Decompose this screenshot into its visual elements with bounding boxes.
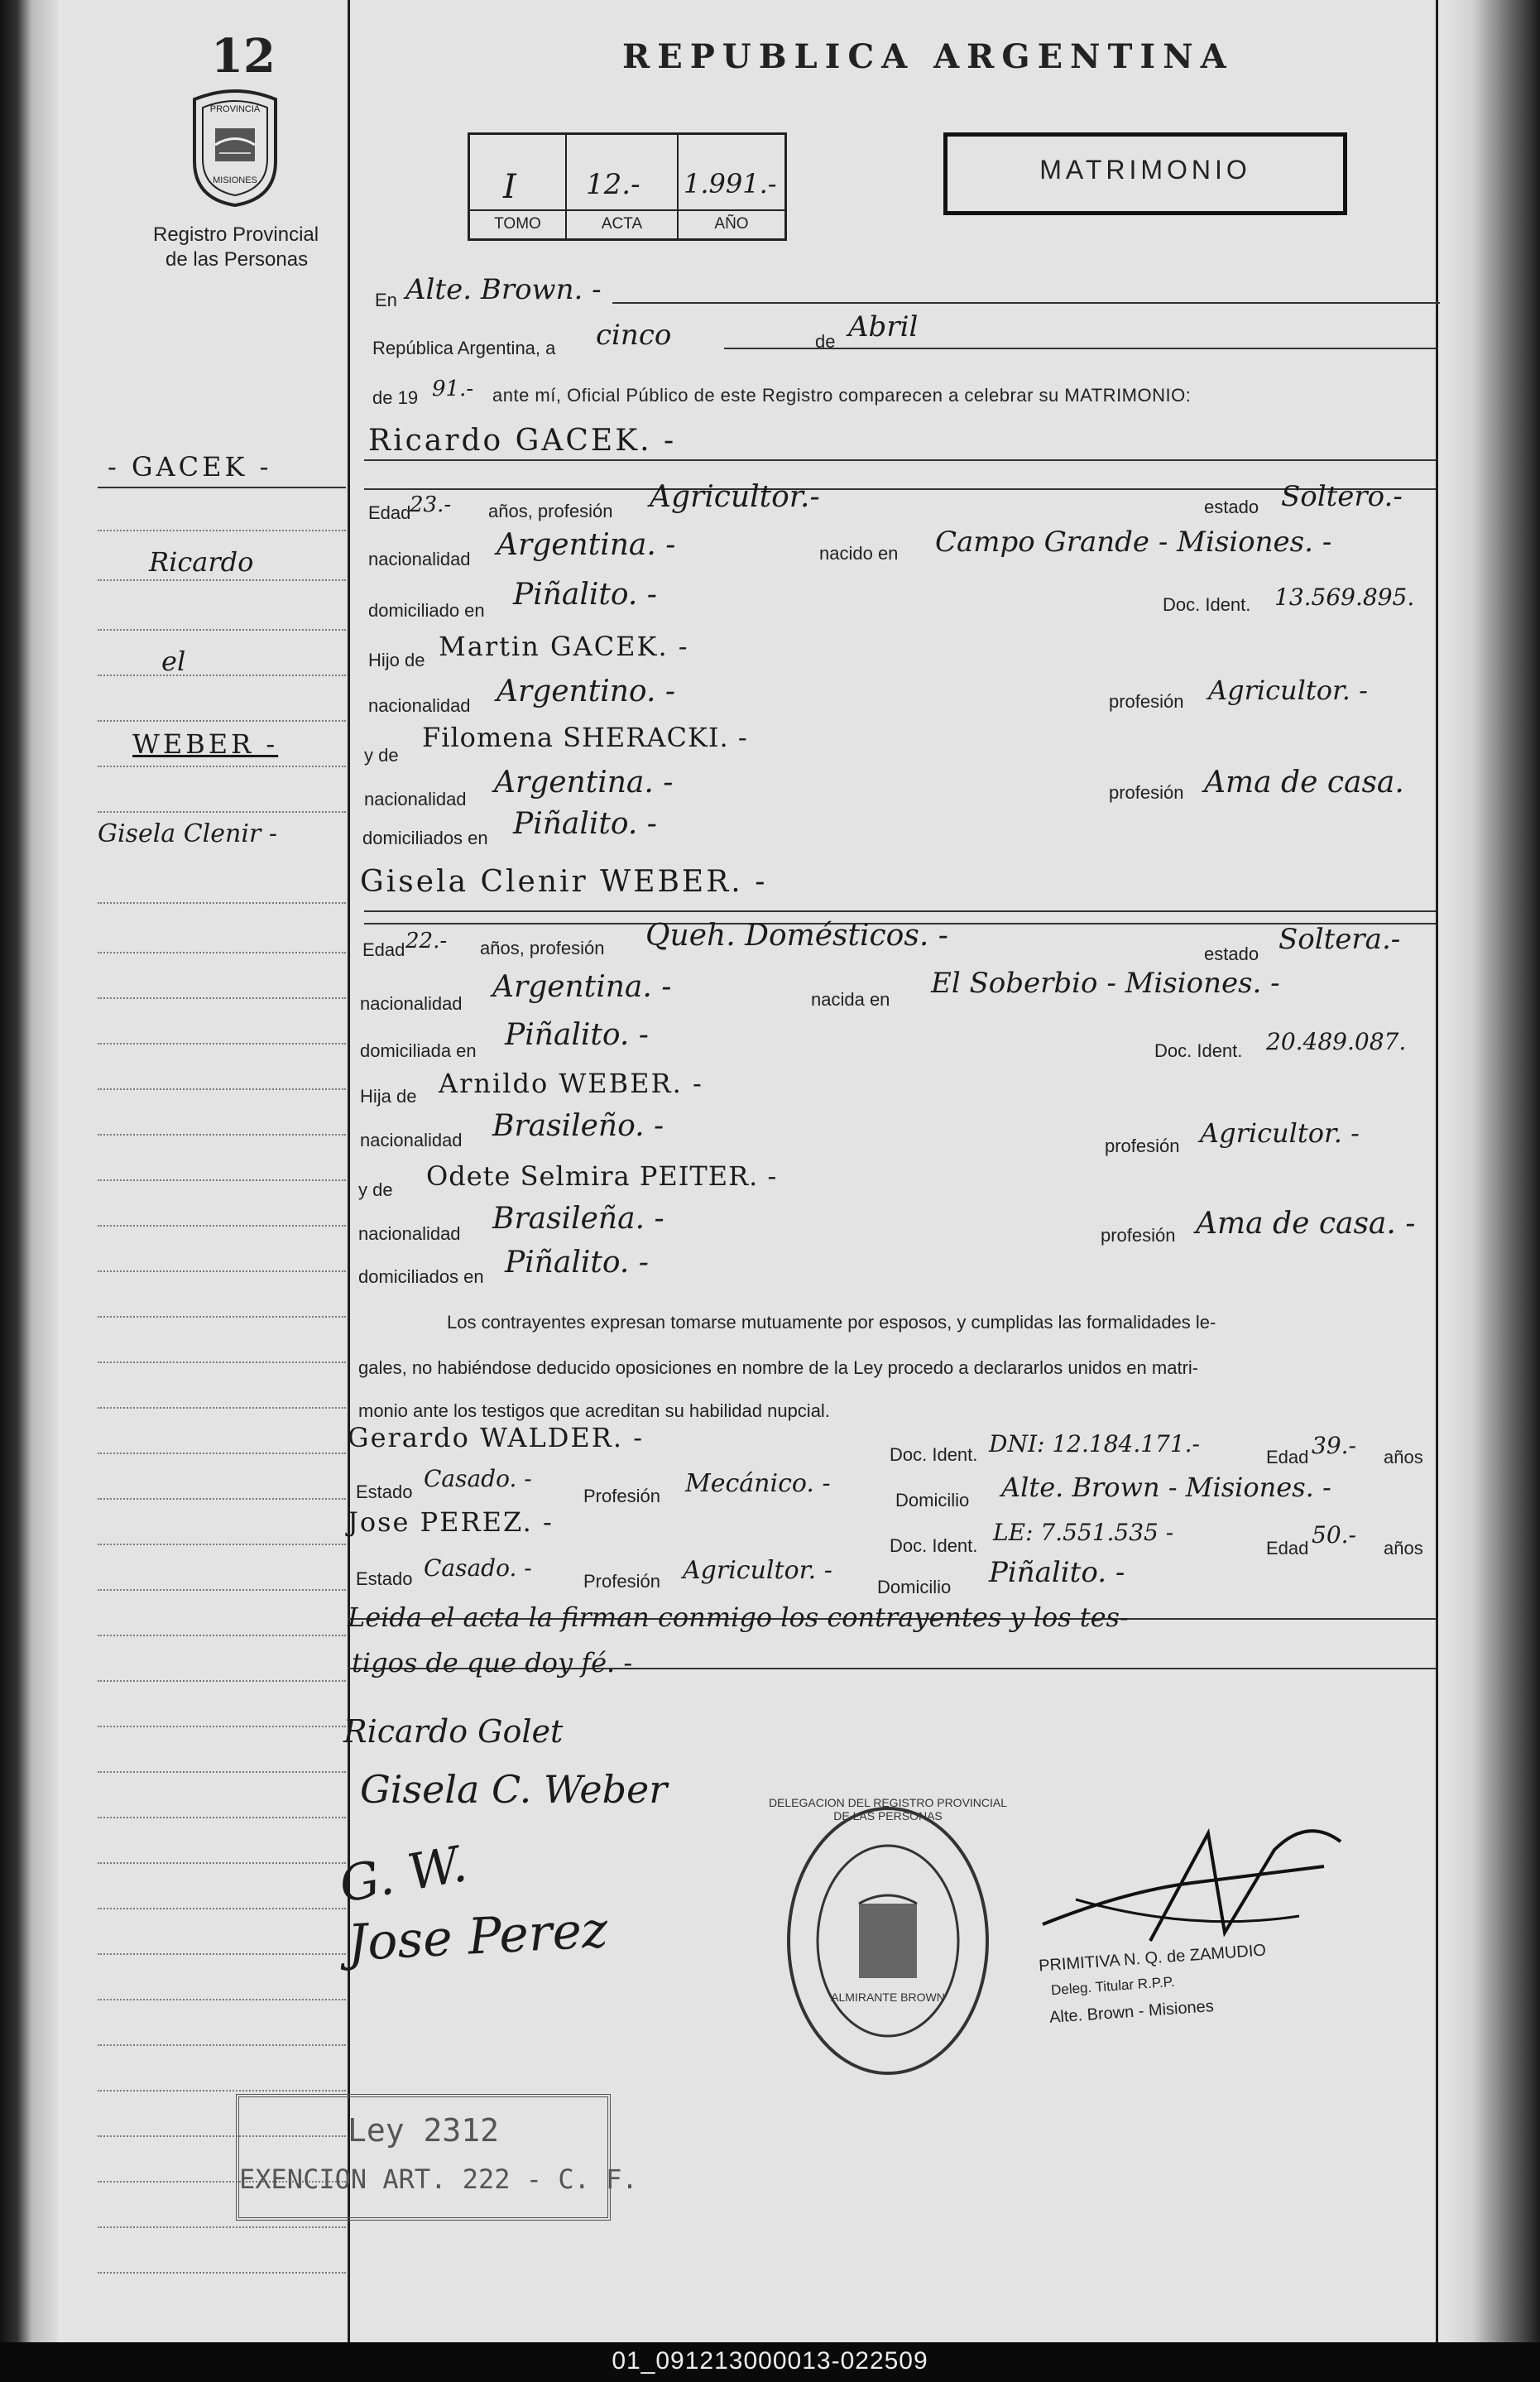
left-margin-rule — [348, 0, 350, 2342]
margin-dotted-line — [98, 952, 346, 953]
file-id: 01_091213000013-022509 — [612, 2347, 928, 2375]
witness1-dom-label: Domicilio — [895, 1490, 970, 1510]
de-label: de — [815, 331, 836, 352]
witness1-edad-label: Edad — [1266, 1447, 1309, 1467]
groom-nac-value: Argentina. - — [497, 528, 676, 562]
groom-dom-value: Piñalito. - — [513, 578, 657, 612]
en-label: En — [375, 290, 397, 310]
margin-dotted-line — [98, 1635, 346, 1636]
signature-bride: Gisela C. Weber — [360, 1767, 668, 1812]
groom-parents-dom-value: Piñalito. - — [513, 807, 657, 841]
right-margin-rule — [1436, 0, 1438, 2342]
witness1-name: Gerardo WALDER. - — [348, 1422, 645, 1453]
groom-estado-value: Soltero.- — [1281, 480, 1403, 513]
margin-dotted-line — [98, 629, 346, 631]
groom-estado-label: estado — [1204, 497, 1259, 517]
witness2-dom-value: Piñalito. - — [989, 1556, 1125, 1589]
declaration-line3: monio ante los testigos que acreditan su habilidad nupcial. — [358, 1400, 830, 1421]
round-stamp-text: DELEGACION DEL REGISTRO PROVINCIAL DE LAS PERSONAS — [768, 1796, 1008, 1823]
intro-text: ante mí, Oficial Público de este Registro comparecen a celebrar su MATRIMONIO: — [492, 385, 1192, 406]
groom-doc-value: 13.569.895. — [1274, 583, 1415, 611]
tax-exemption-stamp — [236, 2094, 638, 2221]
margin-dotted-line — [98, 1908, 346, 1909]
groom-anos-label: años, profesión — [488, 501, 613, 521]
margin-dotted-line — [98, 1316, 346, 1318]
bride-full-name: Gisela Clenir WEBER. - — [360, 865, 768, 899]
republica-label: República Argentina, a — [372, 338, 556, 358]
witness2-prof-label: Profesión — [583, 1571, 660, 1592]
margin-dotted-line — [98, 2044, 346, 2046]
signature-witness2: Jose Perez — [346, 1900, 610, 1973]
tomo-value: I — [503, 168, 516, 206]
acta-label: ACTA — [601, 215, 643, 233]
bride-estado-value: Soltera.- — [1279, 923, 1401, 956]
bride-parents-dom-value: Piñalito. - — [505, 1246, 649, 1280]
bride-father-prof-value: Agricultor. - — [1200, 1117, 1360, 1149]
form-line — [364, 488, 1436, 490]
margin-dotted-line — [98, 1134, 346, 1136]
margin-dotted-line — [98, 579, 346, 581]
bride-mother-value: Odete Selmira PEITER. - — [426, 1160, 778, 1192]
groom-father-prof-label: profesión — [1109, 691, 1184, 712]
country-title: REPUBLICA ARGENTINA — [622, 37, 1234, 76]
groom-full-name: Ricardo GACEK. - — [368, 424, 677, 458]
form-line — [364, 459, 1436, 461]
registry-name-line2: de las Personas — [166, 248, 309, 271]
round-stamp-inner: ALMIRANTE BROWN — [831, 1991, 945, 2004]
margin-bride-name: Gisela Clenir - — [98, 819, 277, 848]
ano-label: AÑO — [714, 215, 749, 233]
declaration-line1: Los contrayentes expresan tomarse mutuamente por esposos, y cumplidas las formalidades le- — [447, 1312, 1216, 1333]
tax-exemption-line1: Ley 2312 — [347, 2112, 500, 2149]
margin-dotted-line — [98, 530, 346, 531]
margin-dotted-line — [98, 1407, 346, 1409]
groom-mother-nac-label: nacionalidad — [364, 789, 467, 809]
closing-line1: Leida el acta la firman conmigo los contrayentes y los tes- — [348, 1602, 1129, 1633]
witness1-doc-label: Doc. Ident. — [890, 1444, 978, 1465]
witness2-prof-value: Agricultor. - — [683, 1556, 832, 1585]
witness1-edad-value: 39.- — [1312, 1432, 1356, 1459]
groom-edad-value: 23.- — [410, 492, 452, 517]
margin-dotted-line — [98, 1179, 346, 1181]
bride-nacida-label: nacida en — [811, 989, 890, 1010]
signature-groom: Ricardo Golet — [343, 1713, 564, 1750]
margin-dotted-line — [98, 675, 346, 676]
margin-dotted-line — [98, 2272, 346, 2274]
margin-groom-name: Ricardo — [149, 546, 254, 578]
bride-doc-label: Doc. Ident. — [1154, 1040, 1243, 1061]
official-title: Deleg. Titular R.P.P. — [1050, 1973, 1176, 1999]
witness1-prof-value: Mecánico. - — [685, 1469, 831, 1498]
seal-top-text: PROVINCIA — [209, 104, 261, 114]
margin-dotted-line — [98, 1043, 346, 1045]
margin-dotted-line — [98, 1088, 346, 1090]
groom-doc-label: Doc. Ident. — [1163, 594, 1251, 615]
margin-dotted-line — [98, 2226, 346, 2228]
witness2-estado-label: Estado — [356, 1568, 413, 1589]
margin-dotted-line — [98, 1817, 346, 1818]
registry-name-line1: Registro Provincial — [153, 223, 319, 246]
act-type-label: MATRIMONIO — [1039, 155, 1251, 185]
bride-father-nac-value: Brasileño. - — [492, 1109, 664, 1143]
tax-exemption-line2: EXENCION ART. 222 - C. F. — [239, 2163, 638, 2195]
book-right-edge — [1444, 0, 1540, 2342]
month-value: Abril — [848, 310, 919, 343]
margin-dotted-line — [98, 2090, 346, 2091]
bride-mother-nac-label: nacionalidad — [358, 1223, 461, 1244]
bride-parents-dom-label: domiciliados en — [358, 1266, 484, 1287]
witness2-name: Jose PEREZ. - — [348, 1506, 554, 1538]
margin-dotted-line — [98, 1453, 346, 1454]
bride-father-prof-label: profesión — [1105, 1136, 1180, 1156]
bride-dom-value: Piñalito. - — [505, 1018, 649, 1052]
bride-father-value: Arnildo WEBER. - — [439, 1068, 703, 1099]
groom-father-value: Martin GACEK. - — [439, 631, 689, 662]
official-name: PRIMITIVA N. Q. de ZAMUDIO — [1038, 1941, 1267, 1976]
margin-dotted-line — [98, 1225, 346, 1227]
form-line — [364, 910, 1436, 912]
tomo-acta-ano-table — [468, 132, 787, 241]
groom-nacido-value: Campo Grande - Misiones. - — [935, 526, 1332, 559]
witness2-doc-label: Doc. Ident. — [890, 1535, 978, 1556]
book-spine-edge — [0, 0, 58, 2342]
witness1-estado-label: Estado — [356, 1482, 413, 1502]
groom-parents-dom-label: domiciliados en — [362, 828, 488, 848]
witness1-estado-value: Casado. - — [424, 1465, 532, 1492]
groom-nacido-label: nacido en — [819, 543, 899, 564]
bride-nac-label: nacionalidad — [360, 993, 463, 1014]
margin-dotted-line — [98, 1726, 346, 1727]
official-place: Alte. Brown - Misiones — [1048, 1997, 1215, 2027]
bride-father-nac-label: nacionalidad — [360, 1130, 463, 1150]
page-number: 12 — [211, 29, 276, 84]
groom-mother-nac-value: Argentina. - — [494, 766, 674, 800]
bride-mother-label: y de — [358, 1179, 393, 1200]
margin-dotted-line — [98, 1270, 346, 1272]
margin-conjunction: el — [161, 646, 186, 677]
en-value: Alte. Brown. - — [405, 273, 602, 306]
margin-rule — [98, 487, 346, 488]
footer-bar — [0, 2342, 1540, 2382]
declaration-line2: gales, no habiéndose deducido oposiciones en nombre de la Ley procedo a declararlos unidos en matri- — [358, 1357, 1199, 1378]
groom-edad-label: Edad — [368, 502, 411, 523]
margin-groom-surname: - GACEK - — [108, 451, 272, 483]
margin-dotted-line — [98, 1589, 346, 1591]
groom-mother-label: y de — [364, 745, 399, 766]
bride-father-label: Hija de — [360, 1086, 417, 1107]
margin-bride-surname: WEBER - — [132, 728, 279, 760]
margin-dotted-line — [98, 1862, 346, 1864]
official-signature — [1026, 1817, 1357, 1957]
margin-dotted-line — [98, 997, 346, 999]
witness1-doc-value: DNI: 12.184.171.- — [989, 1430, 1201, 1458]
bride-profession: Queh. Domésticos. - — [645, 919, 948, 953]
bride-edad-label: Edad — [362, 939, 405, 960]
margin-dotted-line — [98, 902, 346, 904]
closing-line2: tigos de que doy fé. - — [352, 1647, 633, 1678]
margin-dotted-line — [98, 1680, 346, 1682]
margin-dotted-line — [98, 811, 346, 813]
margin-dotted-line — [98, 1771, 346, 1773]
seal-bottom-text: MISIONES — [213, 175, 257, 185]
bride-edad-value: 22.- — [405, 929, 448, 953]
bride-estado-label: estado — [1204, 944, 1259, 964]
groom-mother-prof-value: Ama de casa. — [1204, 766, 1404, 800]
margin-dotted-line — [98, 1544, 346, 1545]
bride-dom-label: domiciliada en — [360, 1040, 477, 1061]
registry-round-stamp — [768, 1796, 1008, 2077]
provincial-seal — [186, 83, 284, 207]
groom-father-nac-value: Argentino. - — [497, 675, 675, 708]
acta-value: 12.- — [586, 168, 640, 201]
witness2-doc-value: LE: 7.551.535 - — [993, 1519, 1174, 1546]
form-line — [612, 302, 1440, 304]
groom-father-nac-label: nacionalidad — [368, 695, 471, 716]
groom-dom-label: domiciliado en — [368, 600, 485, 621]
margin-dotted-line — [98, 1999, 346, 2000]
witness2-estado-value: Casado. - — [424, 1554, 532, 1582]
margin-dotted-line — [98, 1953, 346, 1955]
witness2-edad-value: 50.- — [1312, 1521, 1356, 1549]
year-value: 91.- — [432, 377, 474, 401]
groom-profession: Agricultor.- — [650, 480, 820, 514]
witness2-anos-label: años — [1384, 1538, 1423, 1558]
ano-value: 1.991.- — [684, 168, 777, 199]
bride-nacida-value: El Soberbio - Misiones. - — [931, 967, 1280, 1000]
margin-dotted-line — [98, 720, 346, 722]
day-value: cinco — [596, 319, 672, 352]
bride-nac-value: Argentina. - — [492, 970, 672, 1004]
groom-father-label: Hijo de — [368, 650, 425, 670]
witness1-anos-label: años — [1384, 1447, 1423, 1467]
groom-nac-label: nacionalidad — [368, 549, 471, 569]
bride-anos-label: años, profesión — [480, 938, 605, 958]
act-type-box — [943, 132, 1347, 215]
signature-witness1: G. W. — [335, 1835, 472, 1914]
margin-dotted-line — [98, 1498, 346, 1500]
bride-mother-prof-label: profesión — [1101, 1225, 1176, 1246]
bride-mother-prof-value: Ama de casa. - — [1196, 1207, 1416, 1241]
year-prefix: de 19 — [372, 387, 419, 408]
witness1-dom-value: Alte. Brown - Misiones. - — [1001, 1472, 1331, 1503]
witness2-dom-label: Domicilio — [877, 1577, 952, 1597]
margin-dotted-line — [98, 1361, 346, 1363]
groom-father-prof-value: Agricultor. - — [1208, 675, 1368, 706]
bride-doc-value: 20.489.087. — [1266, 1028, 1407, 1055]
witness1-prof-label: Profesión — [583, 1486, 660, 1506]
groom-mother-prof-label: profesión — [1109, 782, 1184, 803]
bride-mother-nac-value: Brasileña. - — [492, 1202, 664, 1236]
groom-mother-value: Filomena SHERACKI. - — [422, 722, 748, 753]
tomo-label: TOMO — [494, 215, 541, 233]
witness2-edad-label: Edad — [1266, 1538, 1309, 1558]
margin-dotted-line — [98, 766, 346, 767]
